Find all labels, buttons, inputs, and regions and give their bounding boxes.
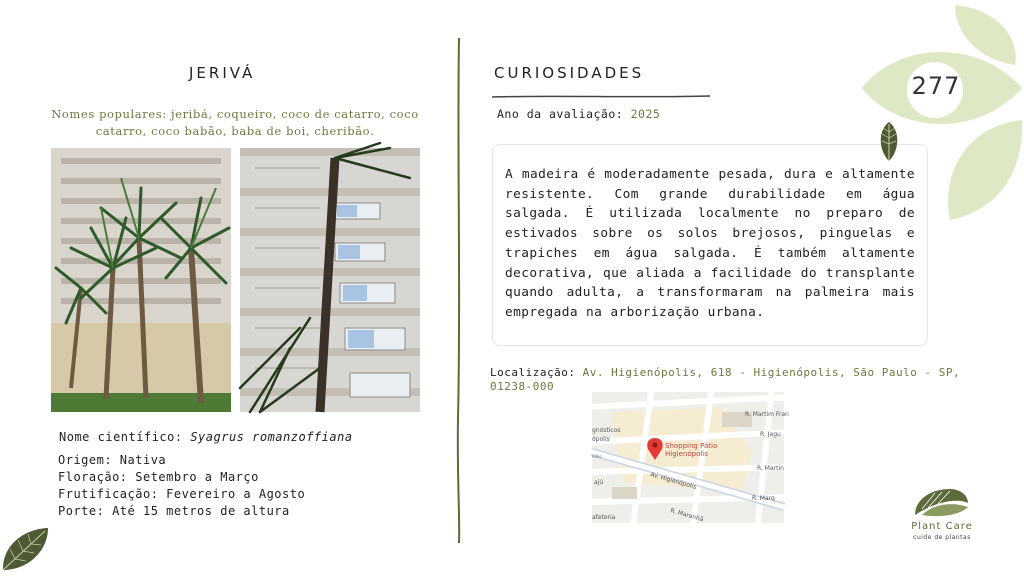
year-label: Ano da avaliação: (497, 107, 631, 121)
brand-tagline: cuide de plantas (913, 534, 971, 541)
palm-photo-1 (51, 148, 231, 412)
map-street-2: R. Martin (757, 465, 784, 472)
origin: Origem: Nativa (58, 453, 167, 467)
curiosities-text: A madeira é moderadamente pesada, dura e altamente resistente. Com grande durabilidade em água salgada. É utilizada localmente no preparo de estivados sobre os solos brejosos, pinguelas e trapiches em água salgada. É também altamente decorativa, que aliada a facilidade do transplante quando adulta, a transformaram na palmeira mais empregada na arborização urbana. (505, 167, 915, 320)
fruiting: Frutificação: Fevereiro a Agosto (58, 487, 306, 501)
column-divider (456, 38, 462, 543)
map-street-6: gnósticos (592, 427, 621, 434)
location (490, 366, 970, 394)
badge-number: 277 (911, 72, 961, 100)
plant-name: JERIVÁ (189, 64, 256, 82)
palm-photo-2 (240, 148, 420, 412)
map-street-10: afeteria (592, 514, 616, 521)
title-underline (490, 84, 712, 90)
map-street-8: Pátio (592, 454, 602, 459)
leaf-decoration-top-right (860, 0, 1024, 225)
leaf-icon-small (876, 120, 902, 162)
map-pin-label-1: Shopping Pátio (665, 442, 718, 450)
map-street-7: ópolis (592, 436, 610, 443)
brand-logo (910, 485, 972, 520)
map-street-5: R. Maranhã (669, 507, 705, 524)
map-pin-label-2: Higienópolis (665, 450, 708, 458)
map-street-1: R. Jagu (760, 431, 781, 438)
brand-name: Plant Care (911, 521, 973, 532)
map-street-4: R. Marq (752, 495, 775, 502)
flowering: Floração: Setembro a Março (58, 470, 259, 484)
location-address[interactable]: Av. Higienópolis, 618 - Higienópolis, São Paulo - SP, 01238-000 (490, 366, 961, 393)
scientific-value: Syagrus romanzoffiana (190, 430, 353, 444)
year-value: 2025 (630, 107, 661, 121)
scientific-label: Nome científico: (59, 430, 191, 444)
evaluation-year (497, 107, 660, 121)
map-street-0: R. Martim Fran (745, 411, 789, 418)
map-street-9: ajú (594, 479, 604, 486)
curiosities-title: CURIOSIDADES (494, 64, 645, 82)
map-street-3: Av. Higienópolis (649, 471, 697, 491)
scientific-name (59, 430, 353, 444)
popular-names: Nomes populares: jeribá, coqueiro, coco de catarro, coco catarro, coco babão, baba de boi, cheribão. (51, 107, 419, 138)
location-map[interactable] (592, 392, 789, 524)
size: Porte: Até 15 metros de altura (58, 504, 290, 518)
location-label: Localização: (490, 366, 583, 379)
leaf-decoration-bottom-left (0, 525, 52, 573)
